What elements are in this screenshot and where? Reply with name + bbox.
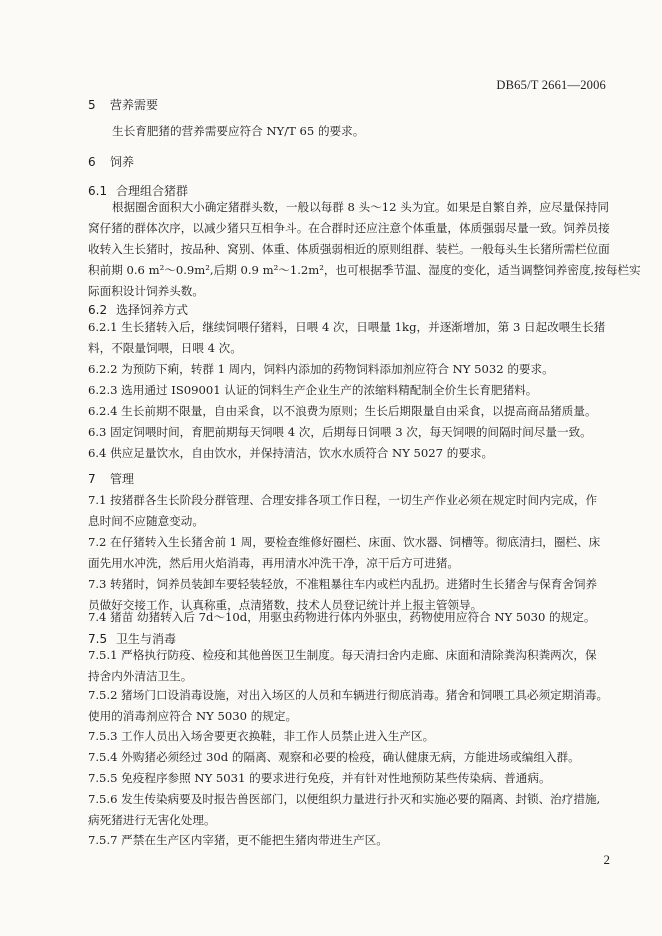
paragraph-line: 际面积设计饲养头数。 bbox=[88, 284, 204, 298]
paragraph-line: 7.3 转猪时，饲养员装卸车要轻装轻放，不准粗暴往车内或栏内乱扔。进猪时生长猪舍与保育舍饲养 bbox=[88, 577, 598, 591]
section-number: 7.5 bbox=[88, 632, 108, 646]
section-6-heading bbox=[88, 153, 134, 170]
section-number: 7 bbox=[88, 472, 96, 486]
clause-6-2-2: 6.2.2 为预防下痢，转群 1 周内，饲料内添加的药物饲料添加剂应符合 NY 5032 的要求。 bbox=[88, 362, 554, 376]
section-title: 饲养 bbox=[110, 155, 135, 169]
paragraph-line: 使用的消毒剂应符合 NY 5030 的规定。 bbox=[88, 709, 298, 723]
paragraph-line: 病死猪进行无害化处理。 bbox=[88, 813, 216, 827]
clause-7-5-1 bbox=[88, 645, 606, 687]
clause-6-3: 6.3 固定饲喂时间，育肥前期每天饲喂 4 次，后期每日饲喂 3 次，每天饲喂的间隔时间尽量一致。 bbox=[88, 425, 592, 439]
paragraph-line: 面先用水冲洗，然后用火焰消毒，再用清水冲洗干净，凉干后方可进猪。 bbox=[88, 556, 460, 570]
page-number: 2 bbox=[603, 852, 610, 867]
paragraph-line: 息时间不应随意变动。 bbox=[88, 514, 204, 528]
paragraph-line: 根据圈舍面积大小确定猪群头数，一般以每群 8 头～12 头为宜。如果是自繁自养，应尽量保持同 bbox=[112, 200, 609, 214]
paragraph-line: 料，不限量饲喂，日喂 4 次。 bbox=[88, 341, 242, 355]
section-7-heading bbox=[88, 470, 134, 487]
section-title: 选择饲养方式 bbox=[116, 303, 189, 317]
paragraph-line: 窝仔猪的群体次序，以减少猪只互相争斗。在合群时还应注意个体重量，体质强弱尽量一致。饲养员接 bbox=[88, 221, 610, 235]
paragraph-line: 6.2.1 生长猪转入后，继续饲喂仔猪料，日喂 4 次，日喂量 1kg，并逐渐增加，第 3 日起改喂生长猪 bbox=[88, 320, 606, 334]
clause-7-5-6 bbox=[88, 789, 606, 831]
section-number: 6.1 bbox=[88, 184, 108, 198]
clause-7-2 bbox=[88, 532, 606, 574]
clause-6-4: 6.4 供应足量饮水，自由饮水，并保持清洁，饮水水质符合 NY 5027 的要求。 bbox=[88, 446, 494, 460]
paragraph-line: 持舍内外清洁卫生。 bbox=[88, 669, 193, 683]
clause-7-5-7: 7.5.7 严禁在生产区内宰猪，更不能把生猪肉带进生产区。 bbox=[88, 833, 388, 847]
clause-7-5-4: 7.5.4 外购猪必须经过 30d 的隔离、观察和必要的检疫，确认健康无病，方能进场或编组入群。 bbox=[88, 750, 580, 764]
paragraph-line: 积前期 0.6 m²～0.9m²,后期 0.9 m²～1.2m²，也可根据季节温、湿度的变化，适当调整饲养密度,按每栏实 bbox=[88, 263, 641, 277]
section-number: 5 bbox=[88, 98, 96, 112]
clause-7-4: 7.4 猪苗 幼猪转入后 7d～10d，用驱虫药物进行体内外驱虫，药物使用应符合 NY 5030 的规定。 bbox=[88, 610, 596, 624]
section-number: 6 bbox=[88, 155, 96, 169]
section-number: 6.2 bbox=[88, 303, 108, 317]
paragraph-line: 员做好交接工作，认真称重，点清猪数，技术人员登记统计并上报主管领导。 bbox=[88, 598, 483, 612]
section-5-heading bbox=[88, 96, 158, 113]
section-title: 卫生与消毒 bbox=[116, 632, 177, 646]
section-title: 合理组合猪群 bbox=[116, 184, 189, 198]
clause-6-2-3: 6.2.3 选用通过 IS09001 认证的饲料生产企业生产的浓缩料精配制全价生长育肥猪料。 bbox=[88, 383, 538, 397]
clause-7-5-3: 7.5.3 工作人员出入场舍要更衣换鞋，非工作人员禁止进入生产区。 bbox=[88, 729, 435, 743]
paragraph-line: 7.5.1 严格执行防疫、检疫和其他兽医卫生制度。每天清扫舍内走廊、床面和清除粪沟积粪两次，保 bbox=[88, 648, 597, 662]
section-6-1-paragraph bbox=[88, 197, 641, 302]
section-title: 营养需要 bbox=[110, 98, 159, 112]
document-id: DB65/T 2661—2006 bbox=[496, 78, 606, 92]
paragraph-line: 7.1 按猪群各生长阶段分群管理、合理安排各项工作日程，一切生产作业必须在规定时间内完成，作 bbox=[88, 493, 598, 507]
clause-7-5-5: 7.5.5 免疫程序参照 NY 5031 的要求进行免疫，并有针对性地预防某些传染病、普通病。 bbox=[88, 771, 551, 785]
clause-6-2-1 bbox=[88, 317, 606, 359]
clause-7-5-2 bbox=[88, 685, 609, 727]
paragraph-line: 7.5.2 猪场门口设消毒设施，对出入场区的人员和车辆进行彻底消毒。猪舍和饲喂工具必须定期消毒。 bbox=[88, 688, 609, 702]
paragraph-line: 收转入生长猪时，按品种、窝别、体重、体质强弱相近的原则组群、装栏。一般每头生长猪所需栏位面 bbox=[88, 242, 610, 256]
section-title: 管理 bbox=[110, 472, 135, 486]
section-5-text: 生长育肥猪的营养需要应符合 NY/T 65 的要求。 bbox=[112, 124, 365, 138]
section-6-2-heading bbox=[88, 301, 188, 318]
clause-6-2-4: 6.2.4 生长前期不限量，自由采食，以不浪费为原则；生长后期限量自由采食，以提高商品猪质量。 bbox=[88, 404, 597, 418]
paragraph-line: 7.2 在仔猪转入生长猪舍前 1 周，要检查维修好圈栏、床面、饮水器、饲槽等。彻底清扫，圈栏、床 bbox=[88, 535, 601, 549]
paragraph-line: 7.5.6 发生传染病要及时报告兽医部门，以便组织力量进行扑灭和实施必要的隔离、封锁、治疗措施, bbox=[88, 792, 601, 806]
clause-7-1 bbox=[88, 490, 606, 532]
